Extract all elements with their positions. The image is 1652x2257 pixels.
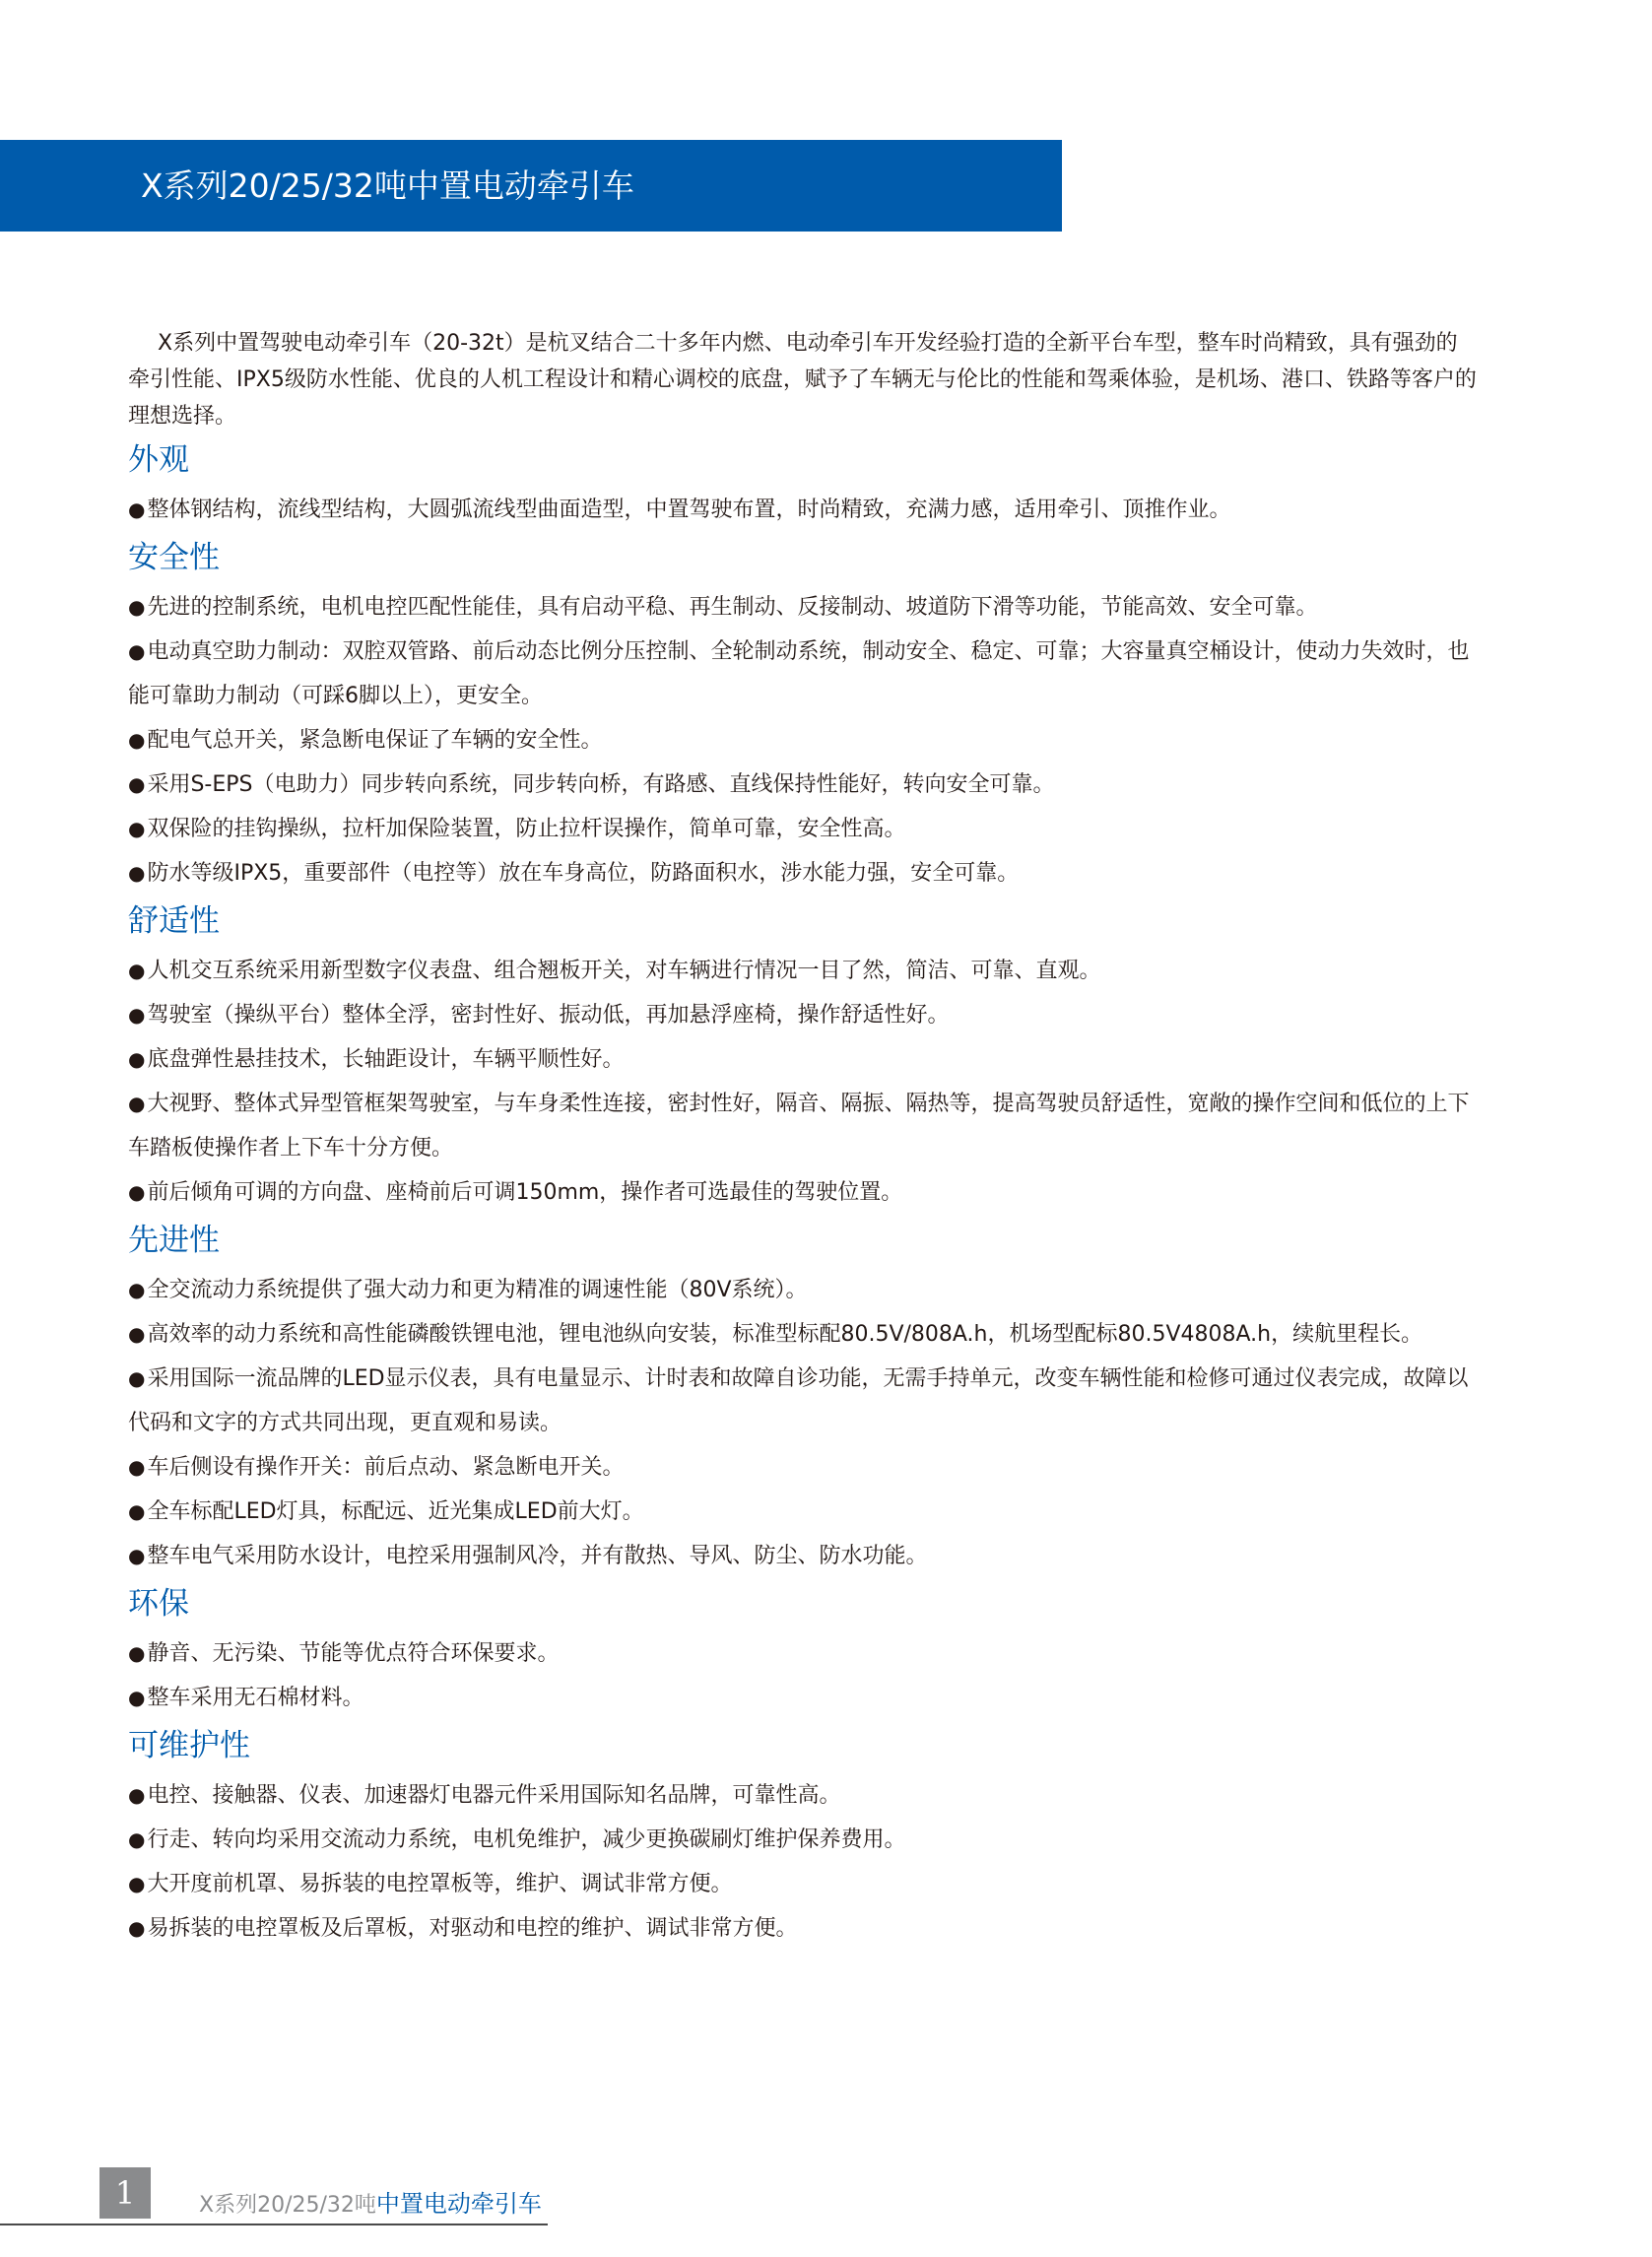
section-title: 外观 xyxy=(128,442,189,478)
sections-container xyxy=(128,438,1478,1951)
bullet-text: 高效率的动力系统和高性能磷酸铁锂电池，锂电池纵向安装，标准型标配80.5V/808A.h，机场型配标80.5V4808A.h，续航里程长。 xyxy=(147,1322,1423,1347)
bullet-item xyxy=(128,488,1478,532)
document-body xyxy=(128,325,1478,1951)
bullet-dot-icon: ● xyxy=(128,1872,146,1895)
page-title: X系列20/25/32吨中置电动牵引车 xyxy=(141,166,634,205)
bullet-item xyxy=(128,851,1478,896)
bullet-dot-icon: ● xyxy=(128,1686,146,1709)
bullet-dot-icon: ● xyxy=(128,1180,146,1204)
bullet-text: 驾驶室（操纵平台）整体全浮，密封性好、振动低，再加悬浮座椅，操作舒适性好。 xyxy=(147,1003,950,1028)
bullet-dot-icon: ● xyxy=(128,639,146,663)
bullet-dot-icon: ● xyxy=(128,1544,146,1567)
bullet-dot-icon: ● xyxy=(128,1003,146,1027)
bullet-item xyxy=(128,1773,1478,1818)
bullet-dot-icon: ● xyxy=(128,861,146,885)
bullet-item xyxy=(128,1490,1478,1534)
bullet-item xyxy=(128,1037,1478,1082)
bullet-text: 底盘弹性悬挂技术，长轴距设计，车辆平顺性好。 xyxy=(147,1047,625,1072)
header-band xyxy=(0,140,1062,232)
footer-divider xyxy=(0,2224,548,2225)
bullet-item xyxy=(128,1906,1478,1951)
intro-paragraph: X系列中置驾驶电动牵引车（20-32t）是杭叉结合二十多年内燃、电动牵引车开发经验打造的全新平台车型，整车时尚精致，具有强劲的牵引性能、IPX5级防水性能、优良的人机工程设计和精心调校的底盘，赋予了车辆无与伦比的性能和驾乘体验，是机场、港口、铁路等客户的理想选择。 xyxy=(128,331,1477,429)
bullet-item xyxy=(128,1676,1478,1720)
bullet-dot-icon: ● xyxy=(128,1827,146,1851)
section-title: 环保 xyxy=(128,1586,189,1622)
bullet-dot-icon: ● xyxy=(128,1322,146,1346)
bullet-text: 车后侧设有操作开关：前后点动、紧急断电开关。 xyxy=(147,1455,625,1480)
bullet-dot-icon: ● xyxy=(128,772,146,796)
bullet-text: 双保险的挂钩操纵，拉杆加保险装置，防止拉杆误操作，简单可靠，安全性高。 xyxy=(147,817,906,841)
bullet-item xyxy=(128,718,1478,763)
page-number: 1 xyxy=(99,2167,151,2219)
bullet-text: 易拆装的电控罩板及后罩板，对驱动和电控的维护、调试非常方便。 xyxy=(147,1916,798,1941)
footer-series: X系列20/25/32吨 xyxy=(199,2193,376,2218)
bullet-text: 全交流动力系统提供了强大动力和更为精准的调速性能（80V系统）。 xyxy=(147,1278,808,1302)
bullet-dot-icon: ● xyxy=(128,1641,146,1665)
bullet-text: 整车采用无石棉材料。 xyxy=(147,1686,364,1710)
bullet-dot-icon: ● xyxy=(128,1366,146,1390)
bullet-text: 大视野、整体式异型管框架驾驶室，与车身柔性连接，密封性好，隔音、隔振、隔热等，提高驾驶员舒适性，宽敞的操作空间和低位的上下车踏板使操作者上下车十分方便。 xyxy=(128,1092,1470,1161)
bullet-item xyxy=(128,993,1478,1037)
bullet-dot-icon: ● xyxy=(128,1047,146,1071)
bullet-text: 采用国际一流品牌的LED显示仪表，具有电量显示、计时表和故障自诊功能，无需手持单元，改变车辆性能和检修可通过仪表完成，故障以代码和文字的方式共同出现，更直观和易读。 xyxy=(128,1366,1469,1435)
bullet-item xyxy=(128,1445,1478,1490)
bullet-dot-icon: ● xyxy=(128,595,146,619)
bullet-text: 防水等级IPX5，重要部件（电控等）放在车身高位，防路面积水，涉水能力强，安全可靠。 xyxy=(147,861,1020,886)
bullet-dot-icon: ● xyxy=(128,1783,146,1807)
bullet-dot-icon: ● xyxy=(128,498,146,521)
bullet-dot-icon: ● xyxy=(128,1916,146,1940)
bullet-item xyxy=(128,1082,1478,1170)
bullet-dot-icon: ● xyxy=(128,1499,146,1523)
section-title: 可维护性 xyxy=(128,1728,250,1763)
bullet-item xyxy=(128,1862,1478,1906)
bullet-text: 电动真空助力制动：双腔双管路、前后动态比例分压控制、全轮制动系统，制动安全、稳定、可靠；大容量真空桶设计，使动力失效时，也能可靠助力制动（可踩6脚以上），更安全。 xyxy=(128,639,1470,708)
bullet-item xyxy=(128,1818,1478,1862)
bullet-text: 大开度前机罩、易拆装的电控罩板等，维护、调试非常方便。 xyxy=(147,1872,733,1896)
section-title: 安全性 xyxy=(128,540,220,575)
bullet-item xyxy=(128,1170,1478,1215)
bullet-text: 电控、接触器、仪表、加速器灯电器元件采用国际知名品牌，可靠性高。 xyxy=(147,1783,841,1808)
bullet-text: 人机交互系统采用新型数字仪表盘、组合翘板开关，对车辆进行情况一目了然，简洁、可靠、直观。 xyxy=(147,959,1101,983)
footer-caption xyxy=(199,2184,542,2219)
footer-product: 中置电动牵引车 xyxy=(375,2190,542,2218)
bullet-item xyxy=(128,1268,1478,1312)
bullet-text: 采用S-EPS（电助力）同步转向系统，同步转向桥，有路感、直线保持性能好，转向安全可靠。 xyxy=(147,772,1055,797)
bullet-dot-icon: ● xyxy=(128,1092,146,1115)
bullet-text: 全车标配LED灯具，标配远、近光集成LED前大灯。 xyxy=(147,1499,644,1524)
bullet-dot-icon: ● xyxy=(128,817,146,840)
section-title: 先进性 xyxy=(128,1223,220,1258)
bullet-item xyxy=(128,949,1478,993)
bullet-text: 前后倾角可调的方向盘、座椅前后可调150mm，操作者可选最佳的驾驶位置。 xyxy=(147,1180,903,1205)
bullet-dot-icon: ● xyxy=(128,1455,146,1479)
bullet-text: 先进的控制系统，电机电控匹配性能佳，具有启动平稳、再生制动、反接制动、坡道防下滑等功能，节能高效、安全可靠。 xyxy=(147,595,1318,620)
bullet-item xyxy=(128,1312,1478,1357)
bullet-item xyxy=(128,630,1478,718)
section-title: 舒适性 xyxy=(128,903,220,939)
bullet-item xyxy=(128,763,1478,807)
bullet-dot-icon: ● xyxy=(128,728,146,752)
bullet-item xyxy=(128,585,1478,630)
bullet-item xyxy=(128,807,1478,851)
bullet-dot-icon: ● xyxy=(128,1278,146,1301)
bullet-text: 配电气总开关，紧急断电保证了车辆的安全性。 xyxy=(147,728,603,753)
bullet-item xyxy=(128,1357,1478,1445)
bullet-item xyxy=(128,1631,1478,1676)
bullet-item xyxy=(128,1534,1478,1578)
bullet-text: 整体钢结构，流线型结构，大圆弧流线型曲面造型，中置驾驶布置，时尚精致，充满力感，适用牵引、顶推作业。 xyxy=(147,498,1231,522)
bullet-text: 行走、转向均采用交流动力系统，电机免维护，减少更换碳刷灯维护保养费用。 xyxy=(147,1827,906,1852)
bullet-text: 静音、无污染、节能等优点符合环保要求。 xyxy=(147,1641,560,1666)
bullet-text: 整车电气采用防水设计，电控采用强制风冷，并有散热、导风、防尘、防水功能。 xyxy=(147,1544,928,1568)
bullet-dot-icon: ● xyxy=(128,959,146,982)
